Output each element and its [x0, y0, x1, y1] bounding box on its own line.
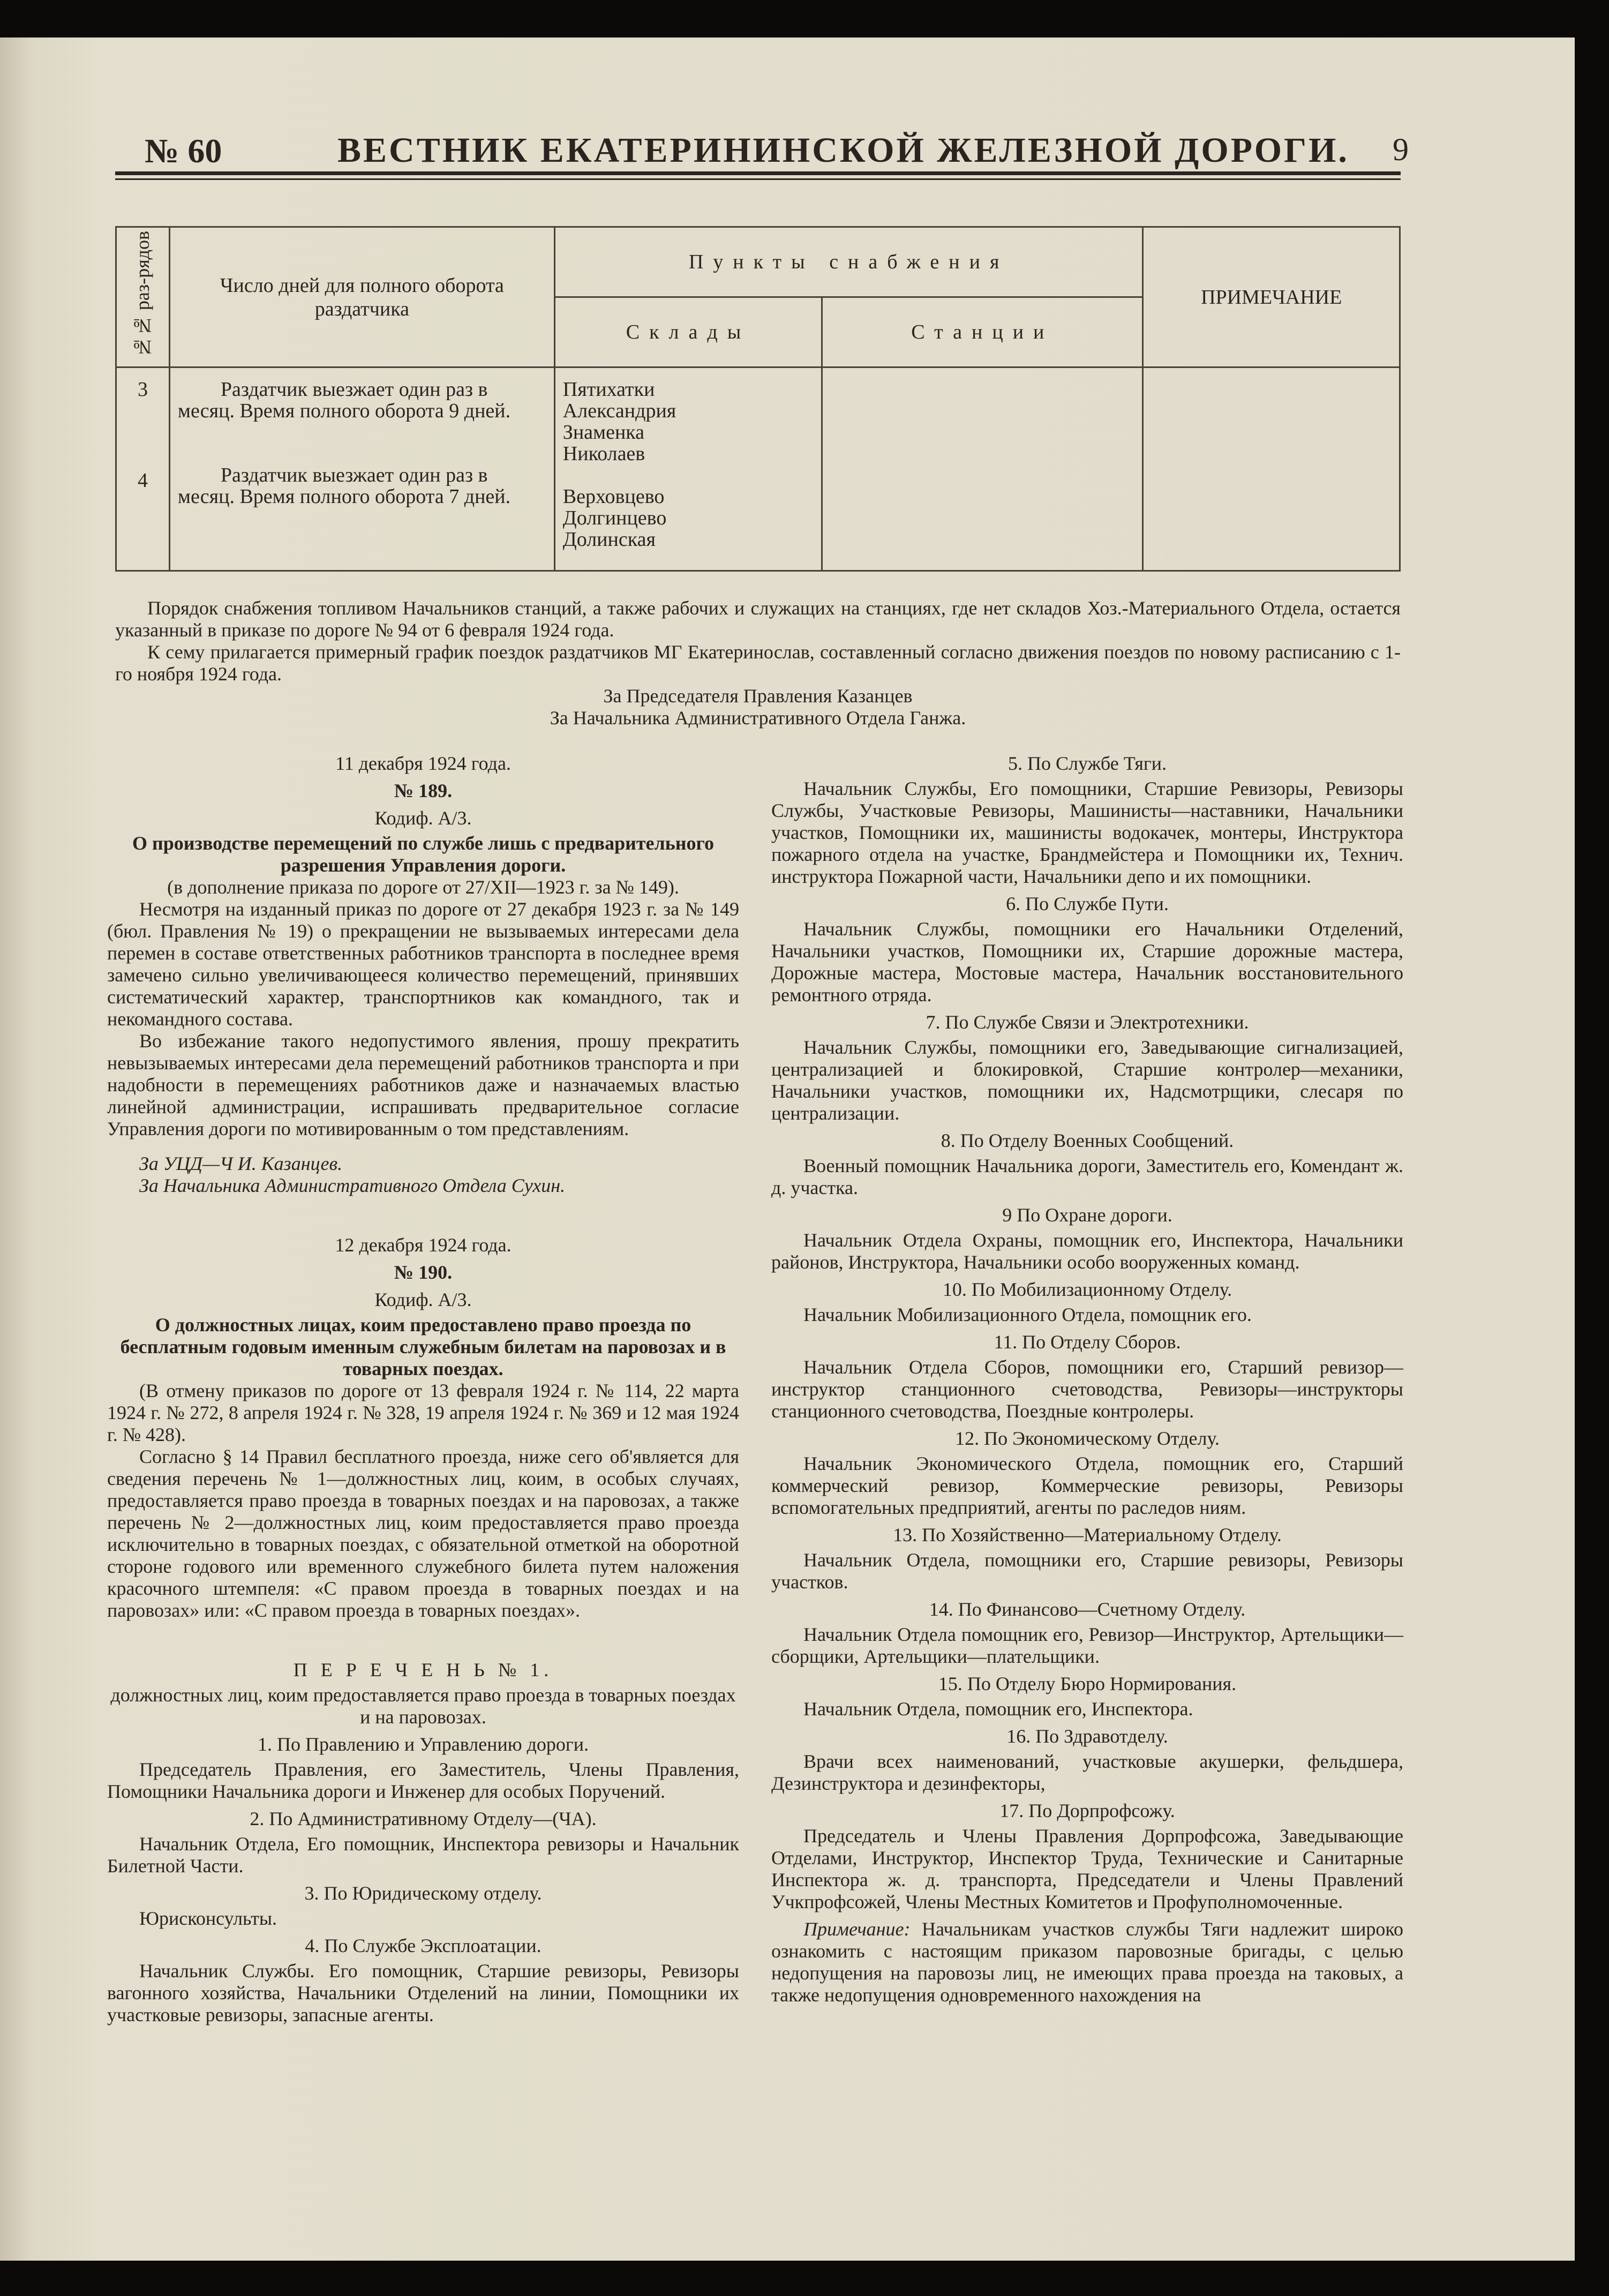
section-heading: 5. По Службе Тяги. — [1008, 753, 1167, 774]
section-text: Начальник Отдела Охраны, помощник его, Инспектора, Начальники районов, Инструктора, Начальники особо вооруженных команд. — [771, 1229, 1403, 1273]
list-subtitle: должностных лиц, коим предоставляется право проезда в товарных поездах и на паровозах. — [110, 1684, 736, 1728]
section-heading: 11. По Отделу Сборов. — [994, 1331, 1181, 1353]
section-heading: 17. По Дорпрофсожу. — [999, 1800, 1175, 1821]
list-item: Долгинцево — [562, 507, 667, 530]
left-column — [107, 747, 739, 2026]
col-note-header: ПРИМЕЧАНИЕ — [1143, 227, 1400, 367]
row-num: 3 — [137, 378, 148, 401]
section-text: Начальник Отдела, помощник его, Инспектора. — [803, 1698, 1193, 1720]
order-paragraph: Согласно § 14 Правил бесплатного проезда, ниже сего об'является для сведения перечень № 1—должностных лиц, коим, в особых случаях, предоставляется право проезда в товарных поездах и на паровозах, а также перечень № 2—должностных лиц, коим предоставляется право проезда исключительно в товарных поездах, с обязательной отметкой на оборотной стороне годового или временного служебного билета путем наложения красочного штемпеля: «С правом проезда в товарных поездах и на паровозах» или: «С правом проезда в товарных поездах». — [107, 1446, 739, 1621]
section-heading: 7. По Службе Связи и Электротехники. — [926, 1011, 1249, 1033]
section-text: Начальник Службы, помощники его, Заведывающие сигнализацией, централизацией и блокировкой, Старшие контролер—механики, Начальники участков, помощники их, Надсмотрщики, слесаря по централизации. — [771, 1037, 1403, 1124]
section-text: Военный помощник Начальника дороги, Заместитель его, Комендант ж. д. участка. — [771, 1155, 1403, 1198]
row-days: Раздатчик выезжает один раз в месяц. Время полного оборота 7 дней. — [177, 464, 511, 508]
section-heading: 3. По Юридическому отделу. — [304, 1882, 542, 1904]
order-paragraph: Во избежание такого недопустимого явления, прошу прекратить невызываемых интересами дела перемещений работников транспорта и при надобности в перемещениях работников даже и назначаемых властью линейной администрации, испрашивать предварительное согласие Управления дороги по мотивированным о том представлениям. — [107, 1030, 739, 1139]
section-heading: 2. По Административному Отделу—(ЧА). — [250, 1808, 597, 1829]
section-text: Начальник Отдела, помощники его, Старшие ревизоры, Ревизоры участков. — [771, 1549, 1403, 1593]
section-heading: 14. По Финансово—Счетному Отделу. — [929, 1599, 1246, 1620]
order-title: О производстве перемещений по службе лишь с предварительного разрешения Управления дороги. — [132, 832, 714, 876]
section-text: Начальник Службы, Его помощники, Старшие Ревизоры, Ревизоры Службы, Участковые Ревизоры, Машинисты—наставники, Начальники участков, Помощники их, машинисты водокачек, монтеры, Инструктора пожарного отдела на участке, Брандмейстера и Помощники их, Технич. инструктора Пожарной части, Начальники депо и их помощники. — [771, 778, 1403, 887]
section-text: Начальник Отдела, Его помощник, Инспектора ревизоры и Начальник Билетной Части. — [107, 1833, 739, 1877]
order-supplement: (В отмену приказов по дороге от 13 февраля 1924 г. № 114, 22 марта 1924 г. № 272, 8 апреля 1924 г. № 328, 19 апреля 1924 г. № 369 и 12 мая 1924 г. № 428). — [107, 1380, 739, 1445]
section-text: Начальник Службы, помощники его Начальники Отделений, Начальники участков, Помощники их, Старшие дорожные мастера, Дорожные мастера, Мостовые мастера, Начальник восстановительного ремонтного отряда. — [771, 918, 1403, 1006]
section-text: Председатель Правления, его Заместитель, Члены Правления, Помощники Начальника дороги и Инженер для особых Поручений. — [107, 1759, 739, 1802]
note-text: Начальникам участков службы Тяги надлежит широко ознакомить с настоящим приказом паровозные бригады, с целью недопущения на паровозы лиц, не имеющих права проезда на таковых, а также недопущения одновременного нахождения на — [771, 1918, 1403, 2006]
section-heading: 10. По Мобилизационному Отделу. — [942, 1279, 1232, 1300]
header-rule-thin — [115, 178, 1401, 180]
col-stations-header: Станции — [822, 297, 1143, 367]
note-paragraph — [771, 1918, 1403, 2006]
order-supplement: (в дополнение приказа по дороге от 27/XII—1923 г. за № 149). — [167, 876, 679, 898]
supply-table — [115, 226, 1401, 572]
section-text: Начальник Экономического Отдела, помощник его, Старший коммерческий ревизор, Коммерческие ревизоры, Ревизоры вспомогательных предприятий, агенты по раследов ниям. — [771, 1453, 1403, 1518]
signature: За Председателя Правления Казанцев — [603, 685, 913, 707]
header-rule-thick — [115, 171, 1401, 175]
section-heading: 4. По Службе Эксплоатации. — [305, 1935, 542, 1956]
order-date: 11 декабря 1924 года. — [335, 753, 511, 774]
section-text: Врачи всех наименований, участковые акушерки, фельдшера, Дезинструктора и дезинфекторы, — [771, 1751, 1403, 1794]
list-item: Александрия — [562, 400, 676, 423]
section-text: Начальник Мобилизационного Отдела, помощник его. — [803, 1304, 1252, 1325]
section-text: Начальник Отдела Сборов, помощники его, Старший ревизор—инструктор станционного счетоводства, Ревизоры—инструкторы станционного счетоводства, Поездные контролеры. — [771, 1356, 1403, 1422]
section-heading: 15. По Отделу Бюро Нормирования. — [938, 1673, 1237, 1694]
intro-paragraph: К сему прилагается примерный график поездок раздатчиков МГ Екатеринослав, составленный согласно движения поездов по новому расписанию с 1-го ноября 1924 года. — [115, 641, 1401, 685]
page-sheet — [0, 37, 1575, 2261]
intro-block — [115, 597, 1401, 729]
page-number: 9 — [1393, 132, 1409, 167]
section-heading: 12. По Экономическому Отделу. — [955, 1428, 1220, 1449]
order-codif: Кодиф. А/3. — [374, 1289, 472, 1310]
row-num: 4 — [137, 469, 148, 492]
right-column — [771, 747, 1403, 2006]
order-number: № 190. — [394, 1262, 453, 1283]
issue-number: № 60 — [145, 132, 222, 170]
journal-title: ВЕСТНИК ЕКАТЕРИНИНСКОЙ ЖЕЛЕЗНОЙ ДОРОГИ. — [337, 131, 1349, 170]
section-heading: 13. По Хозяйственно—Материальному Отделу. — [893, 1524, 1282, 1545]
list-item: Верховцево — [562, 485, 665, 508]
page-header — [112, 126, 1409, 185]
list-item: Знаменка — [562, 421, 645, 444]
order-paragraph: Несмотря на изданный приказ по дороге от 27 декабря 1923 г. за № 149 (бюл. Правления № 19) о прекращении не вызываемых интересами дела перемен в составе ответственных работников транспорта в последнее время замечено сильно увеличивающееся количество перемещений, принявших систематический характер, транспортников как командного, так и некомандного состава. — [107, 898, 739, 1030]
col-days-header: Число дней для полного оборота раздатчика — [169, 227, 554, 367]
section-heading: 1. По Правлению и Управлению дороги. — [258, 1734, 589, 1755]
col-num-header: №№ раз-рядов — [116, 227, 170, 367]
note-label: Примечание: — [803, 1918, 911, 1940]
signature: За Начальника Административного Отдела Ганжа. — [550, 707, 966, 729]
section-heading: 6. По Службе Пути. — [1006, 893, 1169, 914]
list-item: Пятихатки — [562, 378, 655, 401]
order-title: О должностных лицах, коим предоставлено право проезда по бесплатным годовым именным служебным билетам на паровозах и в товарных поездах. — [120, 1314, 726, 1379]
section-heading: 16. По Здравотделу. — [1006, 1725, 1168, 1747]
order-codif: Кодиф. А/3. — [374, 807, 472, 829]
section-text: Начальник Отдела помощник его, Ревизор—Инструктор, Артельщики—сборщики, Артельщики—плательщики. — [771, 1624, 1403, 1667]
list-item: Николаев — [562, 442, 645, 466]
order-date: 12 декабря 1924 года. — [335, 1234, 512, 1256]
section-heading: 9 По Охране дороги. — [1002, 1204, 1172, 1226]
signature: За Начальника Административного Отдела Сухин. — [139, 1175, 566, 1196]
table-row — [116, 367, 1400, 571]
section-text: Юрисконсульты. — [139, 1908, 277, 1929]
col-points-header: Пункты снабжения — [554, 227, 1143, 297]
section-text: Начальник Службы. Его помощник, Старшие ревизоры, Ревизоры вагонного хозяйства, Начальники Отделений на линии, Помощники их участковые ревизоры, запасные агенты. — [107, 1960, 739, 2025]
order-number: № 189. — [394, 780, 453, 801]
row-days: Раздатчик выезжает один раз в месяц. Время полного оборота 9 дней. — [177, 378, 511, 423]
intro-paragraph: Порядок снабжения топливом Начальников станций, а также рабочих и служащих на станциях, где нет складов Хоз.-Материального Отдела, остается указанный в приказе по дороге № 94 от 6 февраля 1924 года. — [115, 597, 1401, 641]
section-text: Председатель и Члены Правления Дорпрофсожа, Заведывающие Отделами, Инструктор, Инспектор Труда, Технические и Санитарные Инспектора ж. д. транспорта, Председатели и Члены Правлений Учкпрофсожей, Члены Местных Комитетов и Профуполномоченные. — [771, 1825, 1403, 1912]
col-warehouses-header: Склады — [554, 297, 822, 367]
list-title: П Е Р Е Ч Е Н Ь № 1. — [293, 1659, 553, 1680]
section-heading: 8. По Отделу Военных Сообщений. — [941, 1130, 1234, 1151]
list-item: Долинская — [562, 528, 656, 551]
signature: За УЦД—Ч И. Казанцев. — [139, 1153, 343, 1174]
